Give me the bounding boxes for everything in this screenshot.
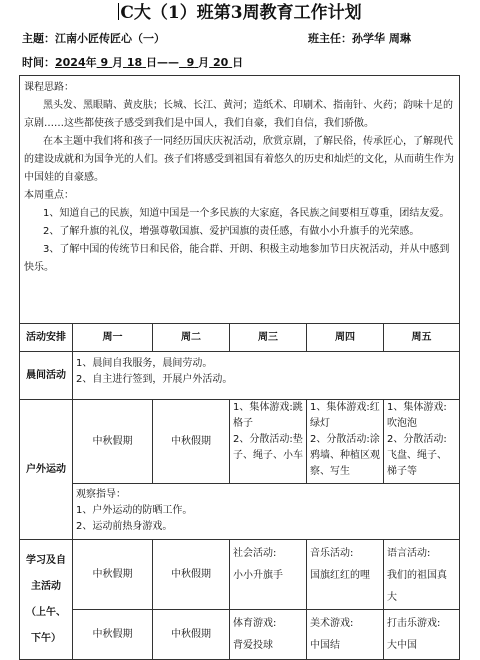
time-label: 时间： (22, 56, 55, 69)
table-header-row (20, 324, 460, 352)
background-title: 课程思路： (24, 82, 74, 93)
holiday-cell: 中秋假期 (153, 610, 230, 660)
holiday-cell: 中秋假期 (153, 540, 230, 610)
morning-content: 1、晨间自我服务，晨间劳动。 2、自主进行签到，开展户外活动。 (73, 352, 460, 400)
table-row (20, 610, 460, 660)
table-row (20, 352, 460, 400)
teacher-value: 孙学华 周琳 (352, 32, 411, 45)
header-cell: 周一 (73, 324, 153, 352)
theme-line (22, 32, 165, 46)
study-wed: 社会活动: 小小升旗手 (230, 540, 307, 610)
focus-title: 本周重点： (24, 190, 74, 201)
teacher-line (308, 32, 411, 46)
page-title: C大（1）班第3周教育工作计划 (120, 3, 362, 23)
header-cell: 周五 (384, 324, 460, 352)
study-thu: 音乐活动: 国旗红红的哩 (307, 540, 384, 610)
outdoor-wed: 1、集体游戏:跳格子 2、分散活动:垫子、绳子、小车 (230, 400, 307, 484)
focus-item: 1、知道自己的民族，知道中国是一个多民族的大家庭，各民族之间要相互尊重，团结友爱。 (43, 208, 450, 219)
header-cell: 活动安排 (20, 324, 73, 352)
course-description (20, 76, 460, 324)
time-line: 时间：2024年 9 月 18 日—— 9 月 20 日 (22, 56, 244, 69)
background-paragraph: 在本主题中我们将和孩子一同经历国庆庆祝活动，欣赏京剧，了解民俗，传承匠心，了解现代的建设成就和为国争光的人们。孩子们将感受到祖国有着悠久的历史和灿烂的文化，从而萌生作为中国娃的自豪感。 (24, 136, 454, 183)
row-label: 晨间活动 (20, 352, 73, 400)
holiday-cell: 中秋假期 (73, 400, 153, 484)
study-wed-2: 体育游戏: 背爱投球 (230, 610, 307, 660)
holiday-cell: 中秋假期 (153, 400, 230, 484)
row-label: 学习及自主活动 （上午、下午） (20, 540, 73, 660)
header-cell: 周二 (153, 324, 230, 352)
study-fri: 语言活动: 我们的祖国真大 (384, 540, 460, 610)
background-paragraph: 黑头发、黑眼睛、黄皮肤；长城、长江、黄河；造纸术、印刷术、指南针、火药；韵味十足的京剧……这些都使孩子感受到我们是中国人，我们自豪，我们自信，我们骄傲。 (24, 100, 453, 129)
holiday-cell: 中秋假期 (73, 610, 153, 660)
plan-table (19, 75, 460, 660)
theme-value: 江南小匠传匠心（一） (55, 32, 165, 45)
holiday-cell: 中秋假期 (73, 540, 153, 610)
header-cell: 周四 (307, 324, 384, 352)
outdoor-fri: 1、集体游戏:吹泡泡 2、分散活动:飞盘、绳子、梯子等 (384, 400, 460, 484)
observation-guidance: 观察指导： 1、户外运动的防晒工作。 2、运动前热身游戏。 (73, 484, 460, 540)
table-row (20, 400, 460, 484)
study-fri-2: 打击乐游戏: 大中国 (384, 610, 460, 660)
focus-item: 2、了解升旗的礼仪，增强尊敬国旗、爱护国旗的责任感，有做小小升旗手的光荣感。 (43, 226, 420, 237)
teacher-label: 班主任： (308, 32, 352, 45)
theme-label: 主题： (22, 32, 55, 45)
outdoor-thu: 1、集体游戏:红绿灯 2、分散活动:涂鸦墙、种植区观察、写生 (307, 400, 384, 484)
table-row (20, 540, 460, 610)
focus-item: 3、了解中国的传统节日和民俗，能合群、开朗、积极主动地参加节日庆祝活动，并从中感到快乐。 (24, 244, 450, 273)
study-thu-2: 美术游戏: 中国结 (307, 610, 384, 660)
header-cell: 周三 (230, 324, 307, 352)
row-label: 户外运动 (20, 400, 73, 540)
table-row (20, 484, 460, 540)
